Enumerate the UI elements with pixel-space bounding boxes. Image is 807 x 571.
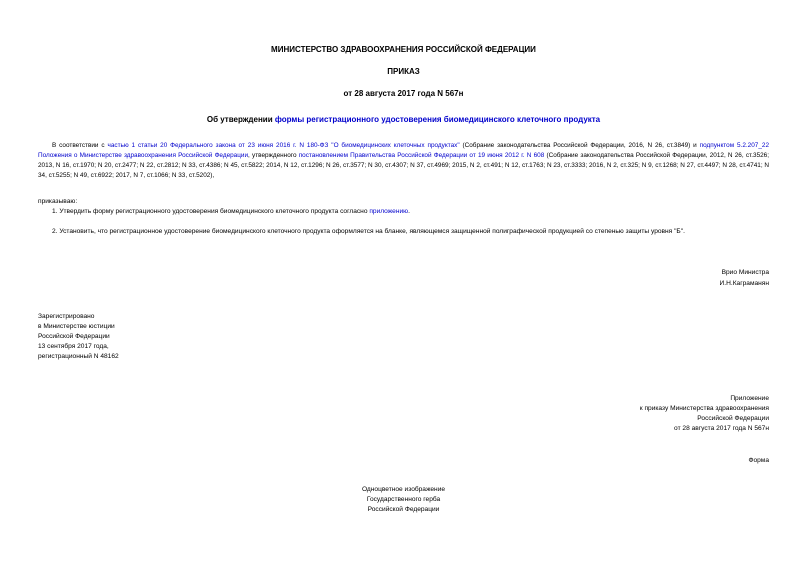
appendix-line-4: от 28 августа 2017 года N 567н <box>674 425 769 432</box>
government-decree-link[interactable]: постановлением Правительства Российской Федерации от 19 июня 2012 г. N 608 <box>298 152 545 159</box>
title-form-link[interactable]: формы регистрационного удостоверения биомедицинского клеточного продукта <box>274 115 601 124</box>
order-item-2: 2. Установить, что регистрационное удостоверение биомедицинского клеточного продукта оформляется на бланке, являющемся защищенной полиграфической продукцией со степенью защиты уровня "Б". <box>52 228 685 235</box>
title-prefix: Об утверждении <box>206 115 275 124</box>
order-item-1 <box>52 207 410 217</box>
registration-line-3: Российской Федерации <box>38 333 110 340</box>
order-date-number: от 28 августа 2017 года N 567н <box>343 89 464 98</box>
signature-position: Врио Министра <box>721 269 769 276</box>
order-type-heading: ПРИКАЗ <box>387 67 420 76</box>
ministry-heading: МИНИСТЕРСТВО ЗДРАВООХРАНЕНИЯ РОССИЙСКОЙ ФЕДЕРАЦИИ <box>271 45 536 54</box>
federal-law-link[interactable]: частью 1 статьи 20 Федерального закона от 23 июня 2016 г. N 180-ФЗ "О биомедицинских клеточных продуктах" <box>107 142 460 149</box>
preamble-text-1: В соответствии с <box>52 142 108 149</box>
document-title <box>0 114 807 126</box>
registration-line-1: Зарегистрировано <box>38 313 95 320</box>
form-label: Форма <box>748 457 769 464</box>
emblem-line-3: Российской Федерации <box>367 506 440 513</box>
preamble-text-4: (Собрание законодательства Российской Федерации, 2012, N 26, ст.3526; 2013, N 16, ст.1970; N 20, ст.2477; N 22, ст.2812; N 33, ст.4386; N 45, ст.5822; 2014, N 12, ст.1296; N 26, ст.3577; N 30, ст.4307; N 37, ст.4969; 2015, N 2, ст.491; N 12, ст.1763; N 23, ст.3333; 2016, N 2, ст.325; N 9, ст.1268; N 27, ст.4497; N 28, ст.4741; N 34, ст.5255; N 49, ст.6922; 2017, N 7, ст.1066; N 33, ст.5202), <box>38 152 770 179</box>
registration-line-5: регистрационный N 48162 <box>38 353 119 360</box>
preamble-paragraph <box>38 141 769 181</box>
signature-name: И.Н.Каграманян <box>719 280 769 287</box>
order-word: приказываю: <box>38 198 78 205</box>
appendix-link[interactable]: приложению <box>369 208 409 215</box>
preamble-text-2: (Собрание законодательства Российской Федерации, 2016, N 26, ст.3849) и <box>459 142 700 149</box>
item-1-end: . <box>408 208 410 215</box>
registration-line-4: 13 сентября 2017 года, <box>38 343 109 350</box>
item-1-text: 1. Утвердить форму регистрационного удостоверения биомедицинского клеточного продукта согласно <box>52 208 370 215</box>
appendix-line-2: к приказу Министерства здравоохранения <box>639 405 769 412</box>
emblem-line-2: Государственного герба <box>366 496 441 503</box>
appendix-line-3: Российской Федерации <box>697 415 769 422</box>
preamble-text-3: , утвержденного <box>248 152 299 159</box>
regulation-link[interactable]: подпунктом 5.2.207_22 Положения о Министерстве здравоохранения Российской Федерации <box>38 142 769 159</box>
registration-line-2: в Министерстве юстиции <box>38 323 115 330</box>
emblem-line-1: Одноцветное изображение <box>361 486 446 493</box>
appendix-line-1: Приложение <box>730 395 769 402</box>
